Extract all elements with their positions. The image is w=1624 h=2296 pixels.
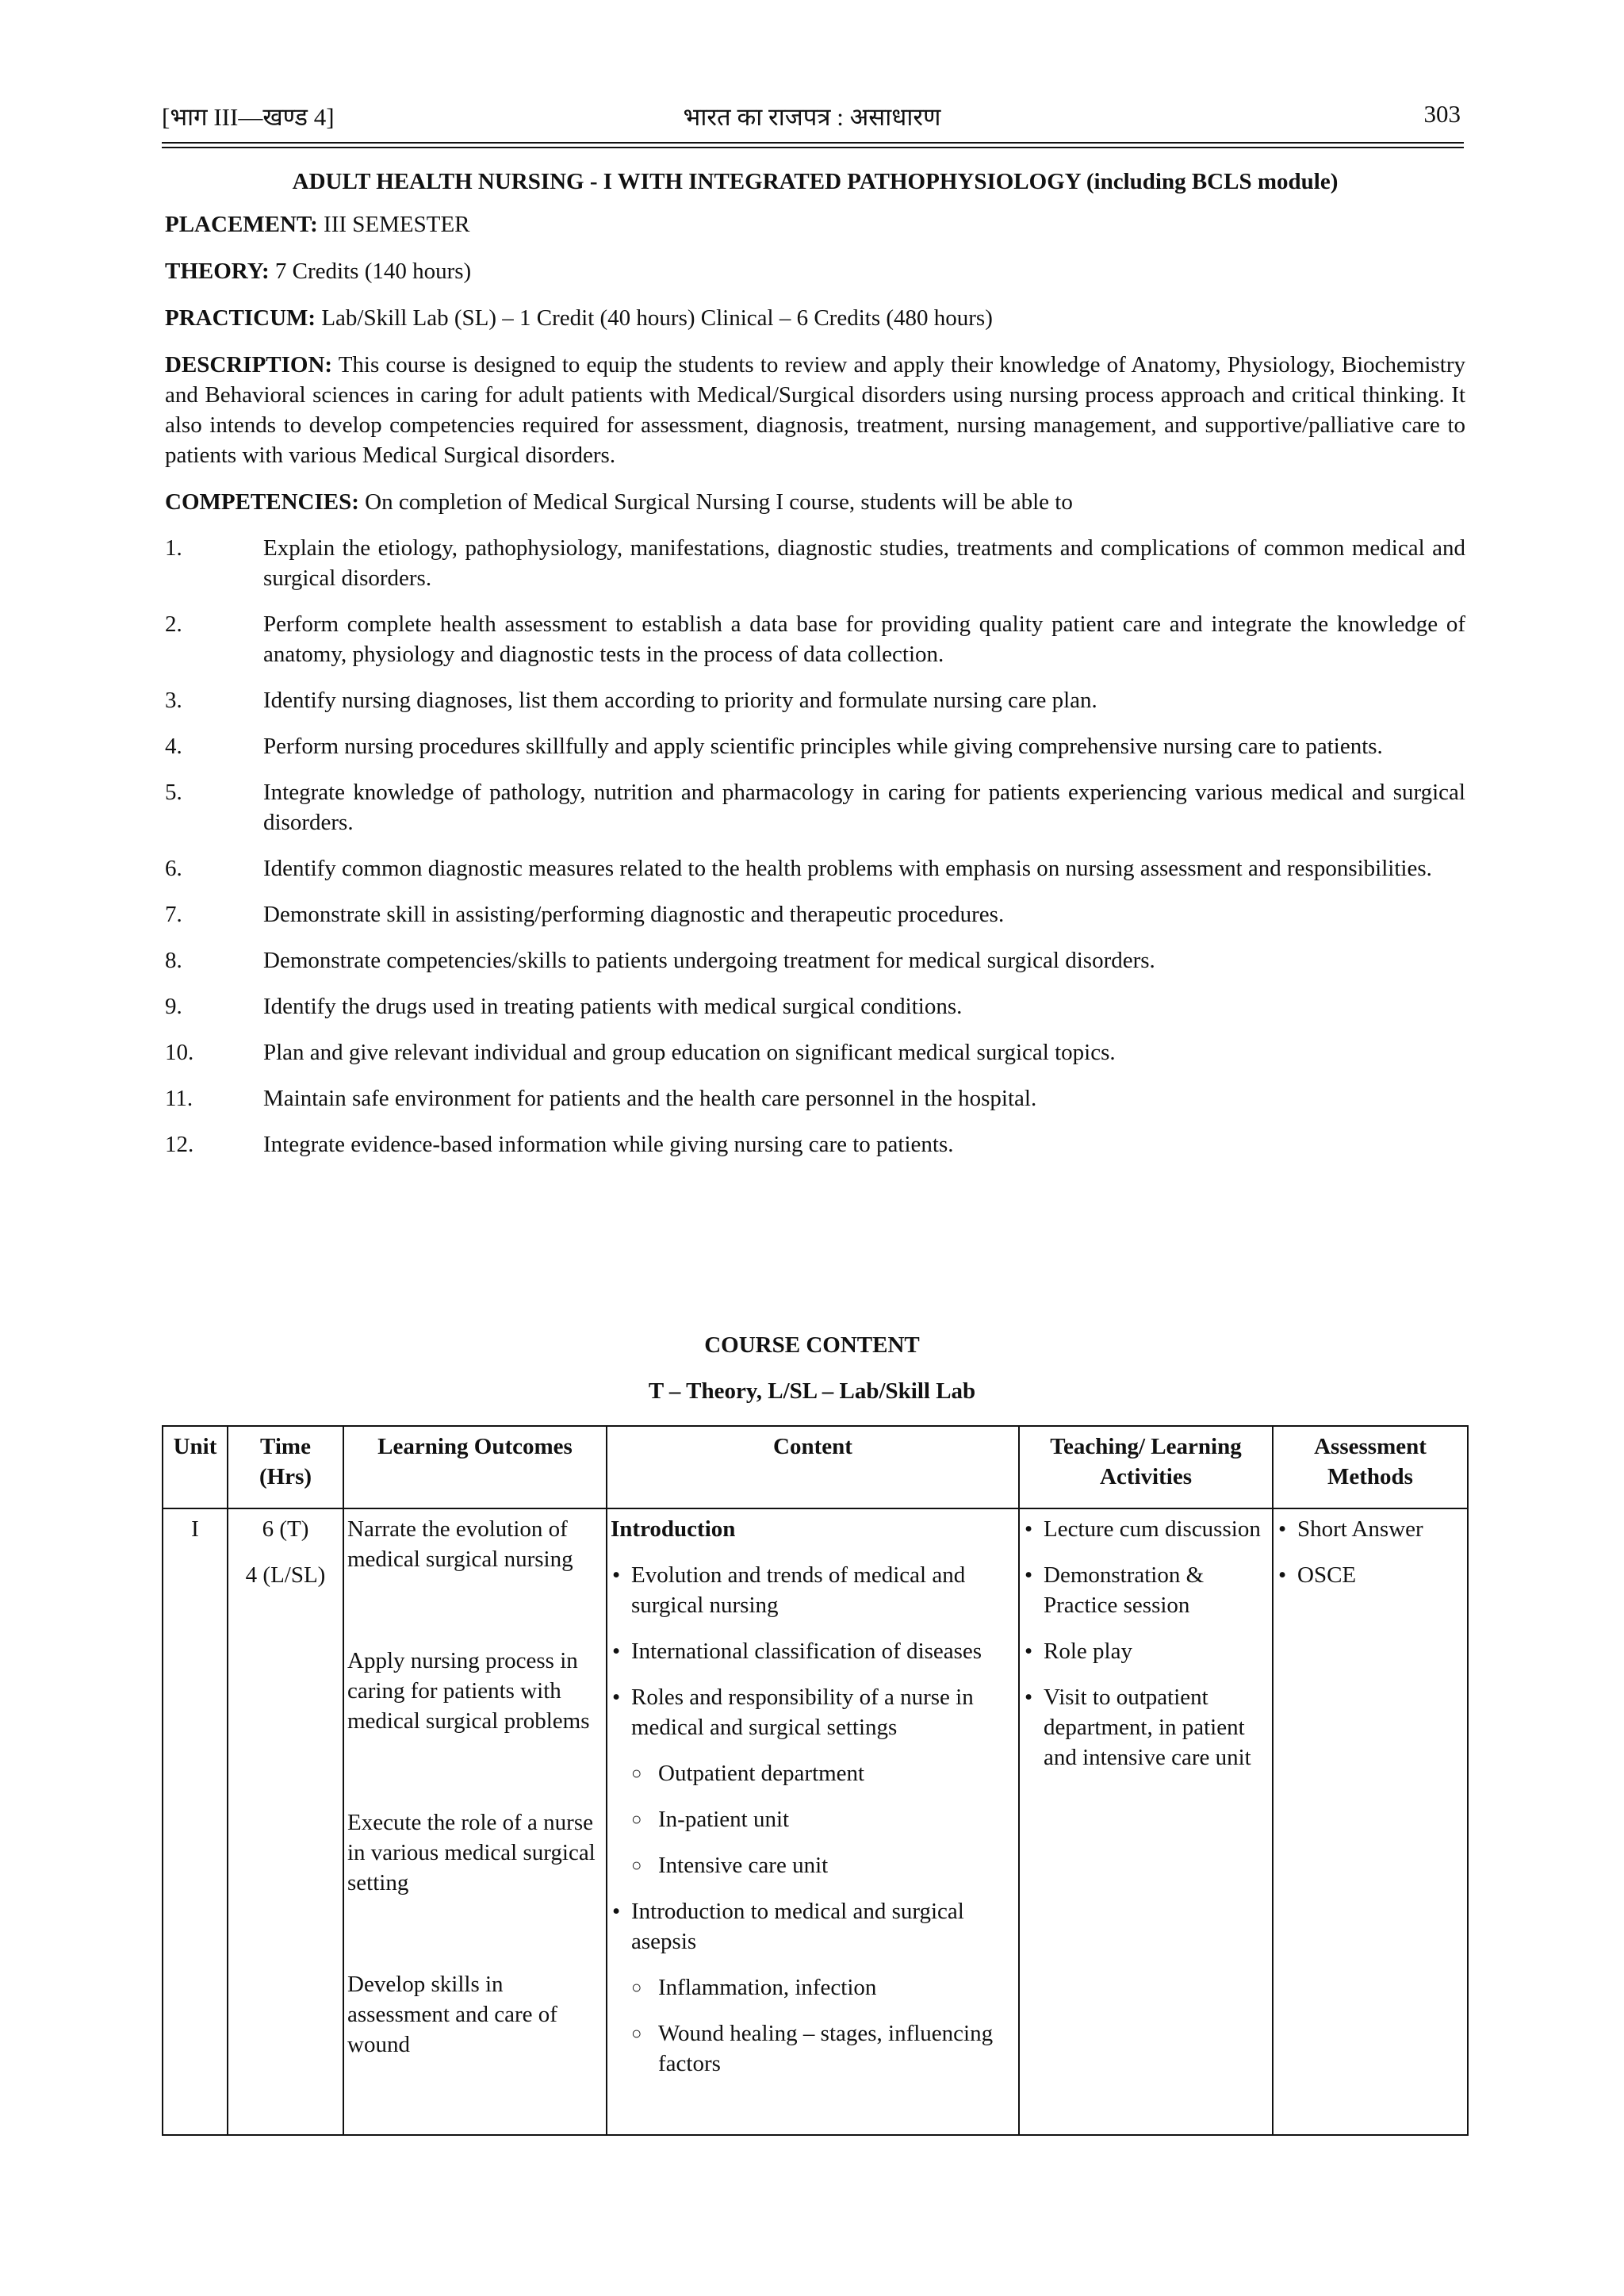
- list-item: [165, 1129, 1465, 1159]
- learning-outcomes-cell: [343, 1508, 607, 2135]
- time-cell: [228, 1508, 343, 2135]
- item-text: Identify the drugs used in treating patients with medical surgical conditions.: [263, 994, 963, 1019]
- course-content-legend: T – Theory, L/SL – Lab/Skill Lab: [648, 1378, 976, 1404]
- item-number: 6.: [165, 856, 182, 881]
- list-item: • OSCE: [1277, 1560, 1464, 1590]
- item-number: 5.: [165, 780, 182, 805]
- competencies-intro: [165, 487, 1465, 517]
- learning-outcome: Apply nursing process in caring for patients with medical surgical problems: [347, 1648, 590, 1734]
- column-header-content: Content: [607, 1426, 1019, 1508]
- list-item: • Role play: [1023, 1636, 1269, 1666]
- content-cell: [607, 1508, 1019, 2135]
- learning-outcome: Narrate the evolution of medical surgical nursing: [347, 1516, 573, 1572]
- description-paragraph: [165, 350, 1465, 470]
- header-gazette-title: भारत का राजपत्र : असाधारण: [683, 103, 941, 131]
- theory-line: [165, 256, 1465, 286]
- content-item: Roles and responsibility of a nurse in medical and surgical settings: [631, 1685, 974, 1740]
- placement-label: PLACEMENT:: [165, 212, 318, 237]
- item-number: 4.: [165, 734, 182, 759]
- column-header-unit: Unit: [163, 1426, 228, 1508]
- item-number: 12.: [165, 1132, 194, 1157]
- competencies-label: COMPETENCIES:: [165, 489, 359, 515]
- practicum-label: PRACTICUM:: [165, 305, 316, 331]
- content-list: [611, 1560, 1015, 2079]
- time-lab: 4 (L/SL): [245, 1562, 326, 1588]
- item-number: 8.: [165, 948, 182, 973]
- item-text: Integrate evidence-based information while giving nursing care to patients.: [263, 1132, 954, 1157]
- content-sublist: [631, 1972, 1015, 2079]
- activities-cell: [1019, 1508, 1273, 2135]
- list-item: [165, 1083, 1465, 1114]
- list-item: [611, 1560, 1015, 1620]
- list-item: [611, 1896, 1015, 2079]
- item-number: 3.: [165, 688, 182, 713]
- content-item: Introduction to medical and surgical asepsis: [631, 1899, 964, 1954]
- item-number: 1.: [165, 535, 182, 561]
- practicum-line: [165, 303, 1465, 333]
- column-header-learning-outcomes: Learning Outcomes: [343, 1426, 607, 1508]
- item-number: 9.: [165, 994, 182, 1019]
- list-item: [611, 1636, 1015, 1666]
- item-text: Identify common diagnostic measures related to the health problems with emphasis on nursing assessment and responsibilities.: [263, 856, 1432, 881]
- theory-value: 7 Credits (140 hours): [269, 259, 472, 284]
- item-number: 2.: [165, 611, 182, 637]
- competencies-intro-text: On completion of Medical Surgical Nursing I course, students will be able to: [358, 489, 1073, 515]
- list-item: ○ Outpatient department: [631, 1758, 1015, 1788]
- document-body: [165, 167, 1465, 1175]
- list-item: [165, 609, 1465, 669]
- list-item: [165, 1037, 1465, 1068]
- table-row: [163, 1508, 1468, 2135]
- list-item: • Lecture cum discussion: [1023, 1514, 1269, 1544]
- content-sublist: [631, 1758, 1015, 1880]
- column-header-time: Time (Hrs): [228, 1426, 343, 1508]
- header-part-section: [भाग III—खण्ड 4]: [162, 103, 335, 131]
- unit-value: I: [191, 1516, 199, 1542]
- item-number: 10.: [165, 1040, 194, 1065]
- item-text: Perform complete health assessment to establish a data base for providing quality patient care and integrate the knowledge of anatomy, physiology and diagnostic tests in the process of data collection.: [263, 611, 1465, 667]
- item-text: Maintain safe environment for patients and the health care personnel in the hospital.: [263, 1086, 1037, 1111]
- list-item: [165, 991, 1465, 1022]
- list-item: [165, 899, 1465, 930]
- list-item: ○ In-patient unit: [631, 1804, 1015, 1834]
- item-text: Perform nursing procedures skillfully and apply scientific principles while giving comprehensive nursing care to patients.: [263, 734, 1383, 759]
- practicum-value: Lab/Skill Lab (SL) – 1 Credit (40 hours) Clinical – 6 Credits (480 hours): [316, 305, 993, 331]
- placement-value: III SEMESTER: [317, 212, 470, 237]
- description-value: This course is designed to equip the students to review and apply their knowledge of Anatomy, Physiology, Biochemistry and Behavioral sciences in caring for adult patients with Medical/Surgical disorders using nursing process approach and critical thinking. It also intends to develop competencies required for assessment, diagnosis, treatment, nursing management, and supportive/palliative care to patients with various Medical Surgical disorders.: [165, 352, 1465, 468]
- header-rule-bottom: [162, 147, 1464, 148]
- content-item: International classification of diseases: [631, 1639, 982, 1664]
- learning-outcome: Execute the role of a nurse in various medical surgical setting: [347, 1810, 596, 1895]
- unit-cell: [163, 1508, 228, 2135]
- competencies-list: [165, 533, 1465, 1159]
- list-item: • Short Answer: [1277, 1514, 1464, 1544]
- page-number: 303: [1423, 100, 1461, 128]
- item-text: Demonstrate skill in assisting/performing diagnostic and therapeutic procedures.: [263, 902, 1005, 927]
- list-item: [165, 853, 1465, 884]
- column-header-assessment: Assessment Methods: [1273, 1426, 1468, 1508]
- course-content-table: [162, 1425, 1469, 2136]
- column-header-activities: Teaching/ Learning Activities: [1019, 1426, 1273, 1508]
- item-text: Integrate knowledge of pathology, nutrition and pharmacology in caring for patients experiencing various medical and surgical disorders.: [263, 780, 1465, 835]
- list-item: [165, 731, 1465, 761]
- list-item: ○ Inflammation, infection: [631, 1972, 1015, 2003]
- time-theory: 6 (T): [262, 1516, 309, 1542]
- table-header-row: [163, 1426, 1468, 1508]
- content-title: Introduction: [611, 1516, 736, 1542]
- item-number: 11.: [165, 1086, 193, 1111]
- item-text: Identify nursing diagnoses, list them according to priority and formulate nursing care plan.: [263, 688, 1097, 713]
- list-item: [165, 777, 1465, 838]
- course-title: ADULT HEALTH NURSING - I WITH INTEGRATED PATHOPHYSIOLOGY (including BCLS module): [292, 169, 1339, 194]
- activities-list: [1023, 1514, 1269, 1773]
- list-item: • Demonstration & Practice session: [1023, 1560, 1269, 1620]
- item-text: Plan and give relevant individual and group education on significant medical surgical topics.: [263, 1040, 1116, 1065]
- learning-outcome: Develop skills in assessment and care of wound: [347, 1972, 557, 2057]
- header-rule-top: [162, 142, 1464, 144]
- assessment-cell: [1273, 1508, 1468, 2135]
- list-item: ○ Wound healing – stages, influencing factors: [631, 2018, 1015, 2079]
- theory-label: THEORY:: [165, 259, 270, 284]
- list-item: [165, 533, 1465, 593]
- item-text: Demonstrate competencies/skills to patients undergoing treatment for medical surgical disorders.: [263, 948, 1155, 973]
- list-item: [165, 945, 1465, 976]
- list-item: [165, 685, 1465, 715]
- assessment-list: [1277, 1514, 1464, 1590]
- list-item: [611, 1682, 1015, 1880]
- list-item: • Visit to outpatient department, in patient and intensive care unit: [1023, 1682, 1269, 1773]
- page-header: [162, 100, 1462, 141]
- item-number: 7.: [165, 902, 182, 927]
- item-text: Explain the etiology, pathophysiology, manifestations, diagnostic studies, treatments and complications of common medical and surgical disorders.: [263, 535, 1465, 591]
- content-item: Evolution and trends of medical and surgical nursing: [631, 1562, 966, 1618]
- description-label: DESCRIPTION:: [165, 352, 333, 378]
- list-item: ○ Intensive care unit: [631, 1850, 1015, 1880]
- course-content-heading: COURSE CONTENT: [704, 1332, 920, 1358]
- placement-line: [165, 209, 1465, 240]
